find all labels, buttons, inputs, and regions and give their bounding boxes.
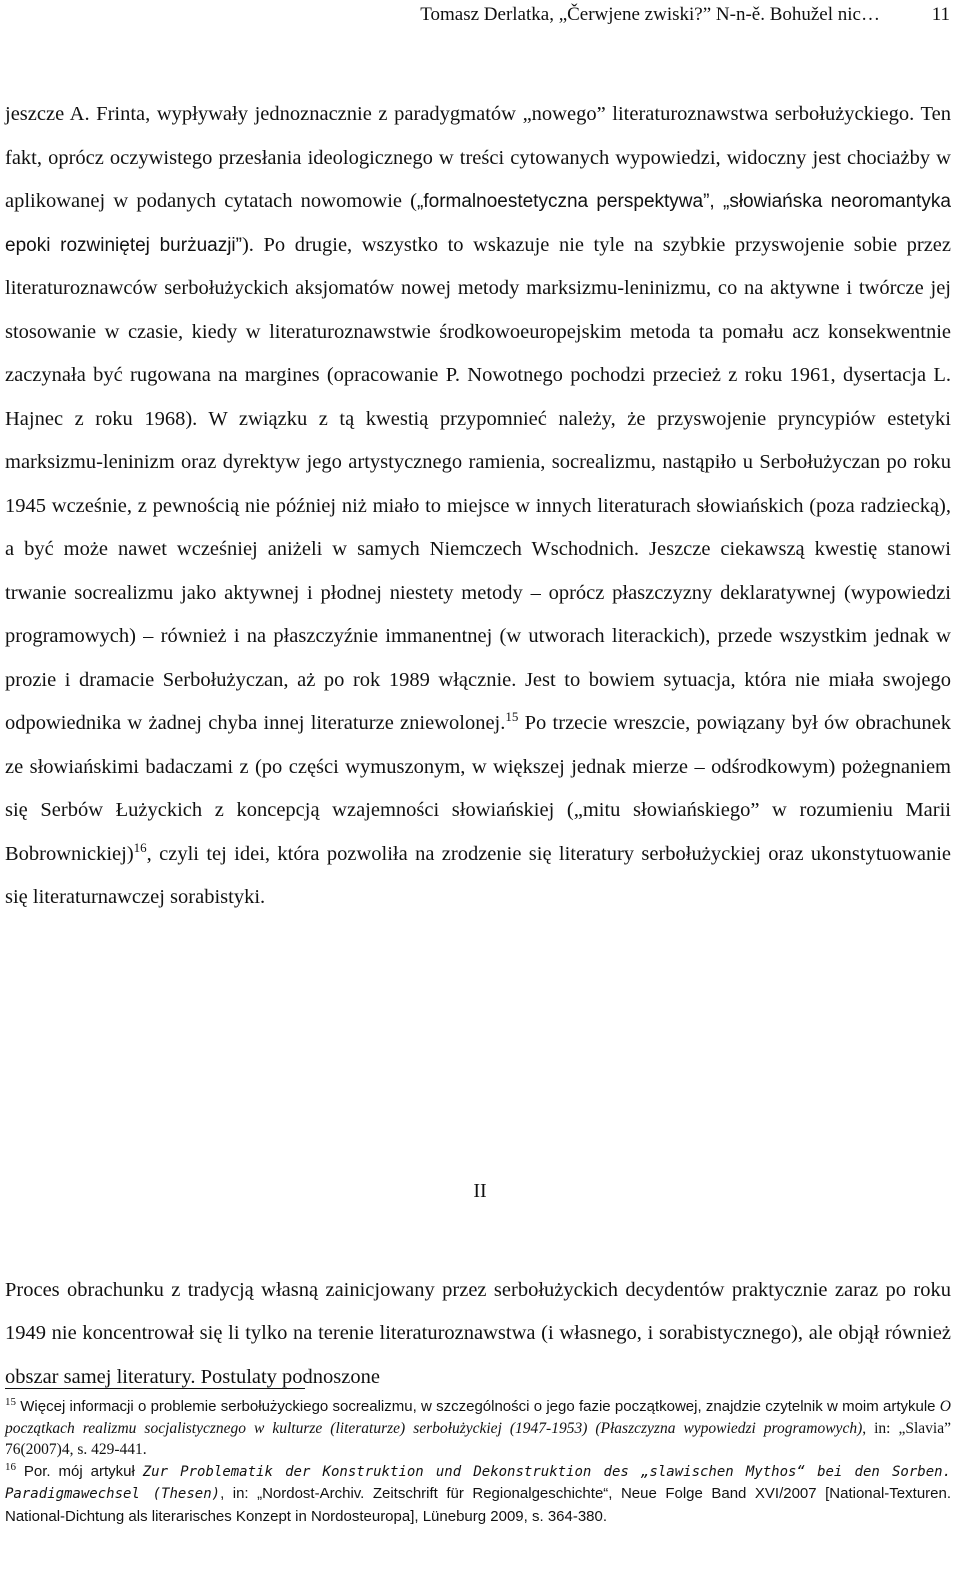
footnote-16-number: 16: [5, 1460, 16, 1473]
footnote-15: [5, 1396, 951, 1461]
footnotes: [5, 1396, 951, 1527]
paragraph-1: [5, 93, 951, 920]
body-text-section-2: [5, 1248, 951, 1420]
body-text-section-1: [5, 93, 951, 920]
footnote-16-text-1: Por. mój artykuł: [16, 1462, 143, 1480]
running-header: [0, 4, 960, 28]
paragraph-1-part-5: , czyli tej idei, która pozwoliła na zrodzenie się literatury serbołużyckiej oraz ukonstytuowanie się literaturnawczej sorabistyki.: [5, 842, 951, 908]
paragraph-1-part-1: jeszcze A. Frinta, wypływały jednoznacznie z paradygmatów „nowego” literaturoznawstwa serbołużyckiego. Ten fakt, oprócz oczywistego przesłania ideologicznego w treści cytowanych wypowiedzi, widoczny jest chociażby w aplikowanej w podanych cytatach nowomowie (: [5, 103, 951, 212]
section-heading: II: [473, 1180, 487, 1202]
footnote-15-text-2: , in: „Slavia” 76(2007)4, s. 429-441.: [5, 1419, 951, 1458]
paragraph-1-quotes: „formalnoestetyczna perspektywa”, „słowiańska neoromantyka epoki rozwiniętej burżuazji”: [5, 191, 951, 256]
footnote-16-title: Zur Problematik der Konstruktion und Dekonstruktion des „slawischen Mythos“ bei den Sorben. Paradigmawechsel (Thesen): [5, 1463, 952, 1502]
footnote-15-title: O początkach realizmu socjalistycznego w kulturze (literaturze) serbołużyckiej (1947-1953) (Płaszczyzna wypowiedzi programowych): [5, 1398, 951, 1437]
running-title: Tomasz Derlatka, „Čerwjene zwiski?” N-n-ě. Bohužel nic…: [420, 4, 880, 25]
paragraph-1-part-3: ). Po drugie, wszystko to wskazuje nie tyle na szybkie przyswojenie sobie przez literaturoznawców serbołużyckich aksjomatów nowej metody marksizmu-leninizmu, co na aktywne i twórcze jej stosowanie w czasie, kiedy w literaturoznawstwie środkowoeuropejskim metoda ta pomału acz konsekwentnie zaczynała być rugowana na margines (opracowanie P. Nowotnego pochodzi przecież z roku 1961, dysertacja L. Hajnec z roku 1968). W związku z tą kwestią przypomnieć należy, że przyswojenie pryncypiów estetyki marksizmu-leninizm oraz dyrektyw jego artystycznego ramienia, socrealizmu, nastąpiło u Serbołużyczan po roku 1945 wcześnie, z pewnością nie później niż miało to miejsce w innych literaturach słowiańskich (poza radziecką), a być może nawet wcześniej aniżeli w samych Niemczech Wschodnich. Jeszcze ciekawszą kwestię stanowi trwanie socrealizmu jako aktywnej i płodnej niestety metody – oprócz płaszczyzny deklaratywnej (wypowiedzi programowych) – również i na płaszczyźnie immanentnej (w utworach literackich), przede wszystkim jednak w prozie i dramacie Serbołużyczan, aż po rok 1989 włącznie. Jest to bowiem sytuacja, która nie miała swojego odpowiednika w żadnej chyba innej literaturze zniewolonej.: [5, 233, 951, 734]
page-number: 11: [931, 4, 950, 25]
footnote-16-text-3: , in: „Nordost-Archiv. Zeitschrift für Regionalgeschichte“, Neue Folge Band XVI/2007 [National-Texturen. National-Dichtung als literarisches Konzept in Nordosteuropa], Lüneburg 2009, s. 364-380.: [5, 1485, 952, 1525]
footnote-ref-15[interactable]: 15: [505, 709, 519, 725]
footnote-15-text-1: Więcej informacji o problemie serbołużyckiego socrealizmu, w szczególności o jego fazie początkowej, znajdzie czytelnik w moim artykule: [16, 1398, 940, 1415]
footnote-15-number: 15: [5, 1395, 16, 1408]
footnote-16: [5, 1461, 951, 1528]
paragraph-1-part-4: Po trzecie wreszcie, powiązany był ów obrachunek ze słowiańskimi badaczami z (po części wymuszonym, w większej jednak mierze – odśrodkowym) pożegnaniem się Serbów Łużyckich z koncepcją wzajemności słowiańskiej („mitu słowiańskiego” w rozumieniu Marii Bobrownickiej): [5, 712, 951, 865]
footnote-ref-16[interactable]: 16: [133, 839, 147, 855]
paragraph-2: Proces obrachunku z tradycją własną zainicjowany przez serbołużyckich decydentów praktycznie zaraz po roku 1949 nie koncentrował się li tylko na terenie literaturoznawstwa (i własnego, i sorabistycznego), ale objął również obszar samej literatury. Postulaty podnoszone: [5, 1278, 951, 1388]
footnote-separator: [5, 1388, 305, 1389]
